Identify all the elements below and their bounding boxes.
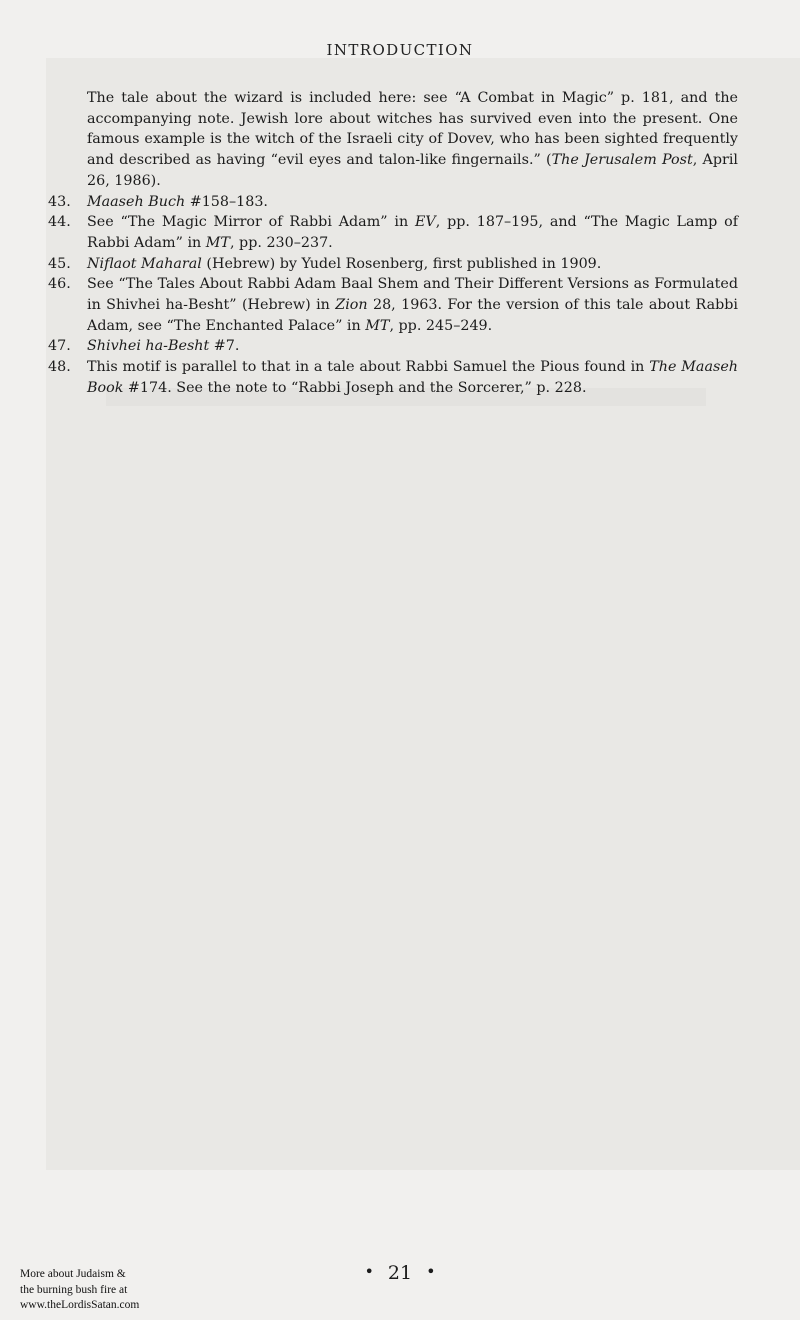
note-body: See “The Magic Mirror of Rabbi Adam” in EV, pp. 187–195, and “The Magic Lamp of Rabbi Adam” in MT, pp. 230–237. xyxy=(87,214,738,251)
endnotes xyxy=(48,88,738,399)
promo-link[interactable]: www.theLordisSatan.com xyxy=(20,1299,140,1311)
bullet-icon: • xyxy=(364,1262,374,1281)
note-47 xyxy=(48,336,738,357)
note-number: 46. xyxy=(48,276,71,293)
note-continuation xyxy=(48,88,738,192)
note-number: 43. xyxy=(48,193,71,210)
note-body: Shivhei ha-Besht #7. xyxy=(87,338,240,355)
note-number: 45. xyxy=(48,255,71,272)
note-body: See “The Tales About Rabbi Adam Baal Shem and Their Different Versions as Formulated in Shivhei ha-Besht” (Hebrew) in Zion 28, 1963. For the version of this tale about Rabbi Adam, see “The Enchanted Palace” in MT, pp. 245–249. xyxy=(87,276,738,334)
note-body: The tale about the wizard is included here: see “A Combat in Magic” p. 181, and the accompanying note. Jewish lore about witches has survived even into the present. One famous example is the witch of the Israeli city of Dovev, who has been sighted frequently and described as having “evil eyes and talon-like fingernails.” (The Jerusalem Post, April 26, 1986). xyxy=(87,90,738,189)
promo-line: More about Judaism & xyxy=(20,1268,126,1280)
note-number: 48. xyxy=(48,359,71,376)
note-body: Niflaot Maharal (Hebrew) by Yudel Rosenberg, first published in 1909. xyxy=(87,255,602,272)
note-body: Maaseh Buch #158–183. xyxy=(87,193,268,210)
promo-watermark xyxy=(20,1267,220,1314)
note-43 xyxy=(48,192,738,213)
page-number-value: 21 xyxy=(387,1262,413,1284)
note-44 xyxy=(48,212,738,253)
note-number: 47. xyxy=(48,338,71,355)
note-45 xyxy=(48,254,738,275)
note-body: This motif is parallel to that in a tale about Rabbi Samuel the Pious found in The Maaseh Book #174. See the note to “Rabbi Joseph and the Sorcerer,” p. 228. xyxy=(87,359,738,396)
note-number: 44. xyxy=(48,214,71,231)
note-48 xyxy=(48,357,738,398)
promo-line: the burning bush fire at xyxy=(20,1283,128,1296)
bullet-icon: • xyxy=(426,1262,436,1281)
running-head: INTRODUCTION xyxy=(326,41,474,59)
note-46 xyxy=(48,274,738,336)
